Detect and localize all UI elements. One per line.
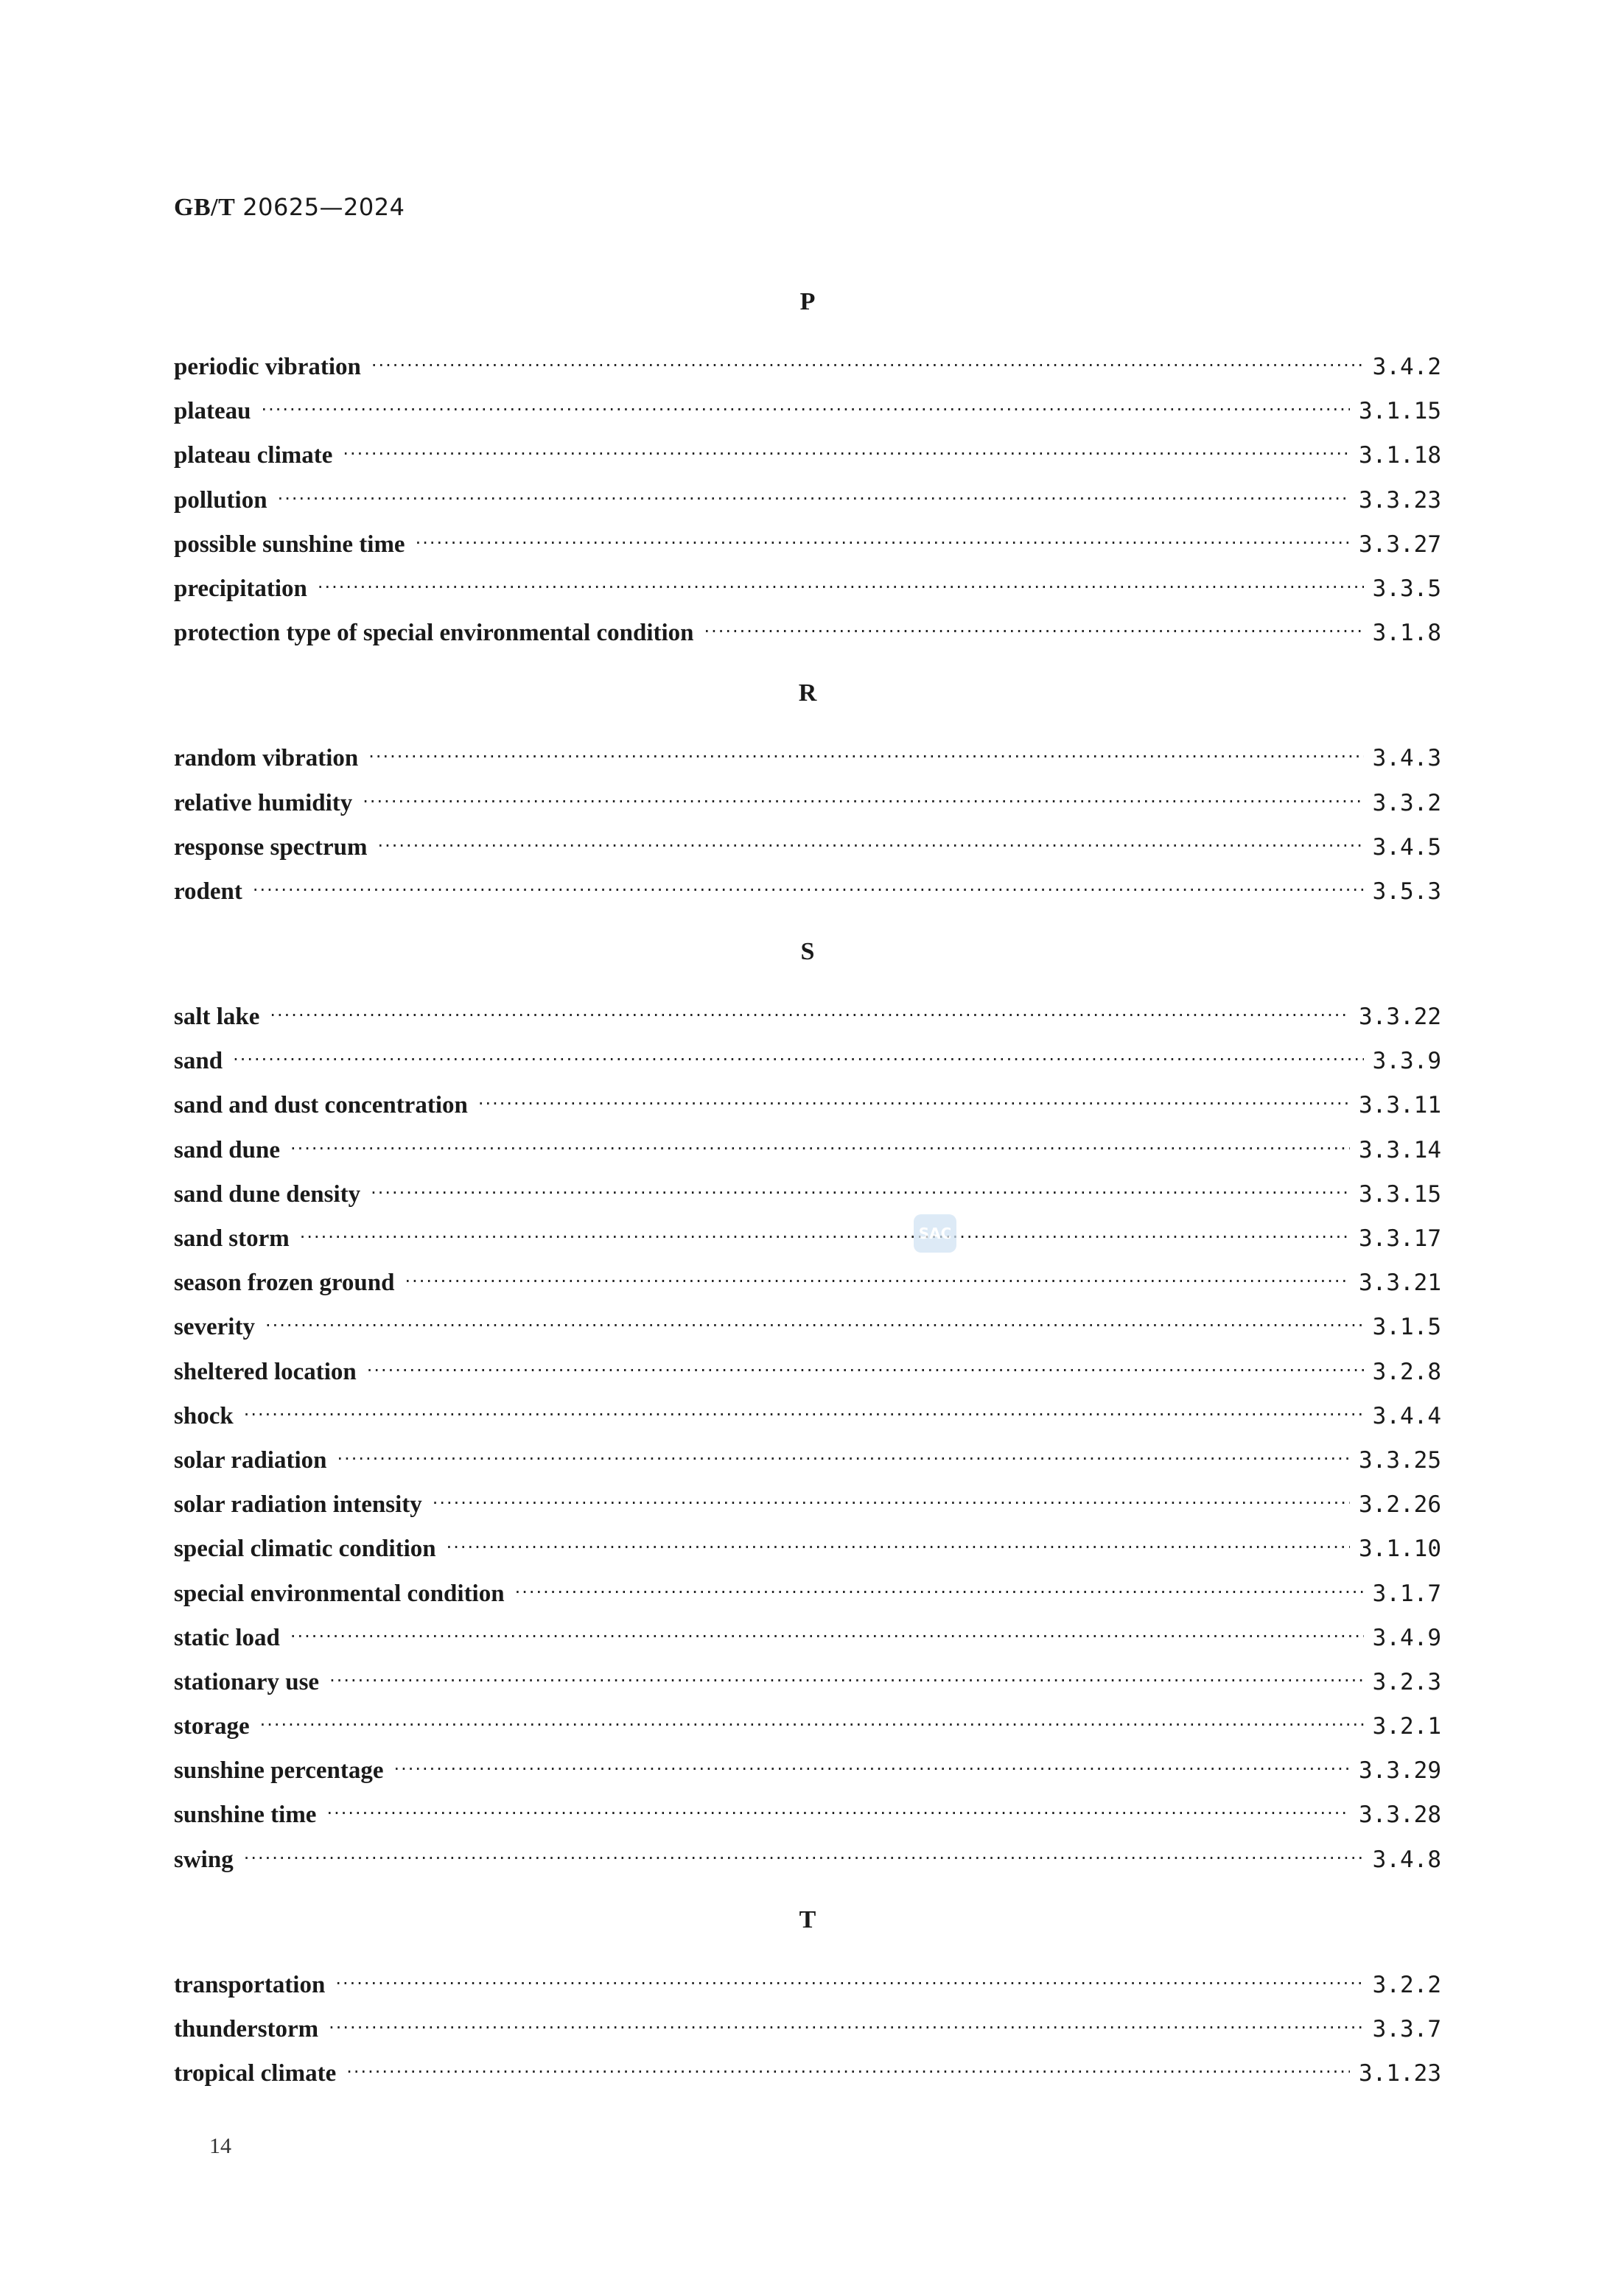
entry-term: sand and dust concentration [174,1092,468,1119]
entry-term: precipitation [174,575,307,602]
entry-list [174,1963,1441,2096]
index-entry [174,1793,1441,1837]
index-entry [174,825,1441,869]
index-entry [174,1482,1441,1527]
index-entry [174,1216,1441,1261]
entry-term: random vibration [174,745,359,772]
entry-term: tropical climate [174,2060,337,2087]
entry-clause-ref: 3.1.10 [1359,1536,1441,1563]
entry-term: possible sunshine time [174,531,405,558]
entry-clause-ref: 3.3.21 [1359,1270,1441,1297]
entry-term: response spectrum [174,833,368,861]
entry-clause-ref: 3.2.3 [1372,1668,1441,1695]
dot-leader [244,1836,1364,1880]
index-entry [174,1660,1441,1704]
entry-clause-ref: 3.3.5 [1372,575,1441,602]
entry-term: sand dune density [174,1180,361,1208]
index-entry [174,345,1441,389]
index-entry [174,781,1441,825]
dot-leader [704,609,1364,654]
entry-term: solar radiation [174,1446,327,1474]
index-entry [174,869,1441,914]
entry-term: transportation [174,1971,326,1998]
index-entry [174,1039,1441,1083]
entry-term: sheltered location [174,1358,357,1385]
index-entry [174,1748,1441,1793]
dot-leader [253,868,1364,912]
index-entry [174,1572,1441,1616]
entry-clause-ref: 3.1.7 [1372,1580,1441,1607]
dot-leader [290,1614,1364,1659]
entry-term: shock [174,1402,234,1429]
entry-clause-ref: 3.3.15 [1359,1180,1441,1208]
dot-leader [405,1259,1350,1303]
index-entry [174,1083,1441,1127]
entry-clause-ref: 3.4.9 [1372,1624,1441,1651]
dot-leader [433,1481,1350,1525]
entry-clause-ref: 3.1.15 [1359,398,1441,425]
entry-term: protection type of special environmental condition [174,620,694,647]
standard-prefix: GB/T [174,194,236,221]
entry-clause-ref: 3.3.23 [1359,486,1441,514]
dot-leader [371,343,1364,388]
entry-term: severity [174,1314,255,1341]
index-entry [174,1172,1441,1216]
index-entry [174,567,1441,611]
entry-term: plateau climate [174,442,333,469]
entry-clause-ref: 3.3.27 [1359,531,1441,558]
index-entry [174,1350,1441,1394]
dot-leader [447,1525,1350,1569]
entry-clause-ref: 3.1.23 [1359,2060,1441,2087]
index-entry [174,1704,1441,1748]
section-letter: R [798,679,817,707]
index-entry [174,1527,1441,1571]
index-entry [174,995,1441,1039]
entry-clause-ref: 3.2.2 [1372,1971,1441,1998]
entry-term: sand storm [174,1225,290,1252]
entry-clause-ref: 3.4.8 [1372,1846,1441,1873]
entry-term: special climatic condition [174,1536,436,1563]
entry-clause-ref: 3.3.29 [1359,1757,1441,1785]
entry-list [174,995,1441,1882]
dot-leader [343,432,1350,476]
entry-list [174,736,1441,914]
entry-term: pollution [174,486,267,514]
dot-leader [262,388,1351,432]
entry-clause-ref: 3.3.11 [1359,1092,1441,1119]
dot-leader [515,1570,1364,1614]
dot-leader [368,735,1363,779]
entry-clause-ref: 3.3.7 [1372,2016,1441,2042]
dot-leader [363,780,1363,824]
section-letter: S [800,938,815,966]
index-entry [174,1616,1441,1660]
entry-term: thunderstorm [174,2016,319,2042]
entry-clause-ref: 3.1.18 [1359,442,1441,469]
dot-leader [265,1303,1364,1348]
dot-leader [244,1393,1364,1437]
entry-clause-ref: 3.3.22 [1359,1004,1441,1031]
page-number: 14 [209,2134,231,2158]
entry-clause-ref: 3.4.2 [1372,354,1441,380]
entry-clause-ref: 3.3.25 [1359,1446,1441,1474]
index-entry [174,1128,1441,1172]
dot-leader [233,1037,1364,1082]
entry-term: periodic vibration [174,354,361,380]
index-entry [174,2007,1441,2051]
index-entry [174,1394,1441,1438]
dot-leader [394,1747,1351,1791]
index-entry [174,611,1441,655]
dot-leader [335,1961,1363,2006]
dot-leader [329,2006,1364,2050]
dot-leader [337,1437,1351,1481]
entry-clause-ref: 3.4.4 [1372,1402,1441,1429]
entry-clause-ref: 3.1.5 [1372,1314,1441,1341]
entry-term: sunshine percentage [174,1757,384,1785]
dot-leader [478,1082,1350,1126]
index-entry [174,1261,1441,1305]
entry-term: sunshine time [174,1802,317,1829]
dot-leader [346,2050,1350,2094]
entry-term: swing [174,1846,234,1873]
entry-clause-ref: 3.1.8 [1372,620,1441,647]
page-header [174,193,405,222]
dot-leader [318,565,1364,609]
index-entry [174,1963,1441,2007]
entry-term: storage [174,1713,250,1740]
dot-leader [329,1659,1364,1703]
standard-number: 20625—2024 [242,193,405,221]
dot-leader [300,1215,1350,1259]
entry-term: stationary use [174,1668,320,1695]
dot-leader [367,1348,1364,1393]
entry-clause-ref: 3.4.5 [1372,833,1441,861]
index-entry [174,736,1441,780]
section-letter: P [799,288,816,315]
entry-term: salt lake [174,1004,260,1031]
entry-term: season frozen ground [174,1270,395,1297]
dot-leader [260,1703,1364,1747]
index-entry [174,478,1441,522]
index-section-p [174,280,1441,655]
dot-leader [270,993,1350,1037]
alphabetical-index [174,280,1441,2112]
entry-term: plateau [174,398,251,425]
index-entry [174,389,1441,433]
entry-term: static load [174,1624,280,1651]
entry-term: relative humidity [174,789,353,816]
entry-clause-ref: 3.3.2 [1372,789,1441,816]
index-section-r [174,671,1441,914]
index-entry [174,1838,1441,1882]
entry-list [174,345,1441,655]
entry-term: sand [174,1048,223,1075]
index-entry [174,1305,1441,1349]
entry-term: solar radiation intensity [174,1491,422,1519]
dot-leader [278,477,1350,521]
entry-term: special environmental condition [174,1580,505,1607]
index-entry [174,1438,1441,1482]
index-entry [174,433,1441,477]
entry-clause-ref: 3.3.17 [1359,1225,1441,1252]
entry-term: rodent [174,878,242,905]
dot-leader [290,1127,1350,1171]
entry-clause-ref: 3.3.28 [1359,1802,1441,1829]
entry-clause-ref: 3.2.8 [1372,1358,1441,1385]
entry-clause-ref: 3.2.1 [1372,1713,1441,1740]
entry-clause-ref: 3.5.3 [1372,878,1441,905]
entry-term: sand dune [174,1136,281,1163]
dot-leader [377,824,1363,868]
entry-clause-ref: 3.3.9 [1372,1048,1441,1075]
entry-clause-ref: 3.4.3 [1372,745,1441,772]
entry-clause-ref: 3.3.14 [1359,1136,1441,1163]
dot-leader [416,521,1350,565]
section-letter: T [799,1905,816,1933]
index-section-s [174,930,1441,1882]
index-section-t [174,1898,1441,2096]
dot-leader [371,1171,1350,1215]
index-entry [174,522,1441,567]
entry-clause-ref: 3.2.26 [1359,1491,1441,1519]
index-entry [174,2051,1441,2096]
sac-watermark: SAC [914,1214,956,1253]
dot-leader [326,1791,1350,1835]
